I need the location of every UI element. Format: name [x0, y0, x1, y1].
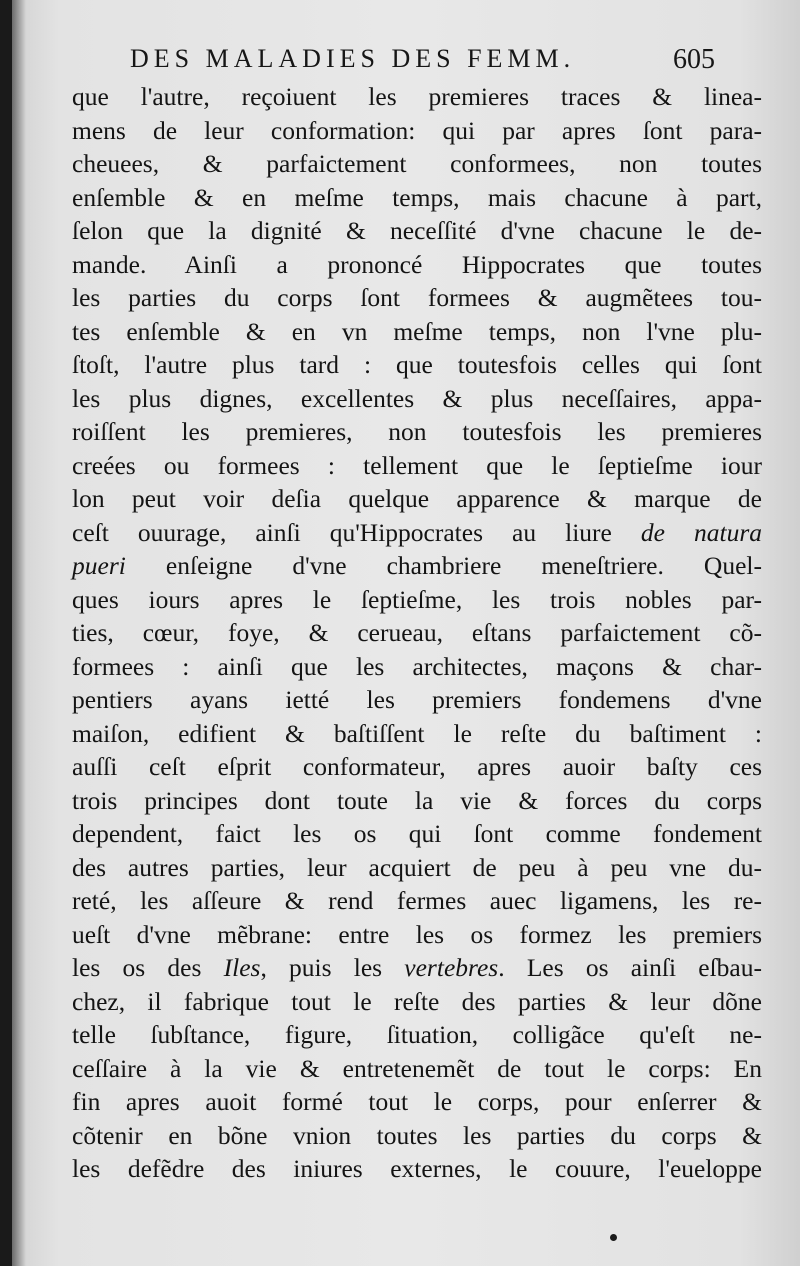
text-run: cheuees, & parfaictement conformees, non toutes: [72, 149, 762, 178]
text-run: ques iours apres le ſeptieſme, les trois nobles par-: [72, 584, 762, 614]
text-run: les parties du corps ſont formees & augmẽtees tou-: [72, 283, 762, 312]
text-line: [72, 415, 762, 449]
text-line: [72, 181, 762, 215]
text-run: auſſi ceſt eſprit conformateur, apres auoir baſty ces: [72, 752, 762, 781]
body-text: [72, 80, 762, 1186]
text-run: reté, les aſſeure & rend fermes auec ligamens, les re-: [72, 886, 762, 915]
page-number: 605: [673, 44, 715, 75]
text-line: [72, 315, 762, 349]
text-run: des autres parties, leur acquiert de peu à peu vne du-: [72, 852, 762, 882]
text-run: les defẽdre des iniures externes, le couure, l'eueloppe: [72, 1154, 762, 1183]
text-line: [72, 248, 762, 282]
text-line: [72, 147, 762, 181]
italic-term: de natura: [640, 517, 762, 547]
text-line: [72, 851, 762, 885]
text-run: mens de leur conformation: qui par apres ſont para-: [72, 115, 762, 145]
text-line: [72, 616, 762, 650]
text-line: [72, 817, 762, 851]
text-run: formees : ainſi que les architectes, maçons & char-: [72, 651, 762, 681]
text-line: [72, 214, 762, 248]
text-line: [72, 549, 762, 583]
text-line: [72, 516, 762, 550]
text-run: lon peut voir deſia quelque apparence & marque de: [72, 484, 762, 513]
text-run: creées ou formees : tellement que le ſeptieſme iour: [72, 450, 762, 480]
text-run: ceſſaire à la vie & entretenemẽt de tout le corps: En: [72, 1053, 762, 1083]
book-page: [12, 0, 800, 1266]
text-run: ceſt ouurage, ainſi qu'Hippocrates au liure: [72, 517, 641, 547]
text-line: [72, 1085, 762, 1119]
text-line: [72, 918, 762, 952]
text-line: [72, 985, 762, 1019]
text-run: roiſſent les premieres, non toutesfois les premieres: [72, 417, 762, 446]
text-line: [72, 482, 762, 516]
text-line: [72, 1152, 762, 1186]
text-line: [72, 114, 762, 148]
text-run: les plus dignes, excellentes & plus neceſſaires, appa-: [72, 383, 762, 413]
text-run: mande. Ainſi a prononcé Hippocrates que toutes: [72, 249, 762, 279]
text-line: [72, 1119, 762, 1153]
text-run: dependent, faict les os qui ſont comme fondement: [72, 819, 762, 848]
italic-term: Iles: [223, 953, 261, 982]
running-head: DES MALADIES DES FEMM.: [130, 44, 576, 73]
text-line: [72, 750, 762, 784]
text-line: [72, 717, 762, 751]
text-line: [72, 884, 762, 918]
text-run: ſtoſt, l'autre plus tard : que toutesfois celles qui ſont: [72, 350, 762, 379]
text-line: [72, 650, 762, 684]
text-line: [72, 784, 762, 818]
text-line: [72, 80, 762, 114]
printer-mark: [610, 1234, 617, 1241]
italic-term: vertebres: [404, 953, 499, 982]
text-line: [72, 281, 762, 315]
text-line: [72, 348, 762, 382]
text-run: pentiers ayans ietté les premiers fondemens d'vne: [72, 685, 762, 714]
text-line: [72, 382, 762, 416]
text-run: . Les os ainſi eſbau-: [498, 953, 762, 982]
text-run: les os des: [72, 953, 224, 982]
text-run: enſeigne d'vne chambriere meneſtriere. Quel-: [125, 551, 762, 580]
text-run: enſemble & en meſme temps, mais chacune à part,: [72, 182, 762, 212]
italic-term: pueri: [72, 551, 126, 580]
text-run: trois principes dont toute la vie & forces du corps: [72, 785, 762, 815]
text-run: fin apres auoit formé tout le corps, pour enſerrer &: [72, 1087, 762, 1116]
text-run: ueſt d'vne mẽbrane: entre les os formez les premiers: [72, 919, 762, 949]
text-line: [72, 449, 762, 483]
text-line: [72, 683, 762, 717]
text-run: chez, il fabrique tout le reſte des parties & leur dõne: [72, 986, 762, 1016]
text-line: [72, 1052, 762, 1086]
text-run: tes enſemble & en vn meſme temps, non l'vne plu-: [72, 316, 762, 346]
text-run: cõtenir en bõne vnion toutes les parties du corps &: [72, 1120, 762, 1150]
text-run: que l'autre, reçoiuent les premieres traces & linea-: [72, 82, 762, 111]
text-line: [72, 583, 762, 617]
text-run: telle ſubſtance, figure, ſituation, colligãce qu'eſt ne-: [72, 1020, 762, 1049]
text-line: [72, 1018, 762, 1052]
text-line: [72, 951, 762, 985]
gutter-shadow: [12, 0, 26, 1266]
text-run: , puis les: [260, 953, 405, 982]
text-run: ſelon que la dignité & neceſſité d'vne chacune le de-: [72, 216, 762, 245]
text-run: ties, cœur, foye, & cerueau, eſtans parfaictement cõ-: [72, 618, 762, 647]
text-run: maiſon, edifient & baſtiſſent le reſte du baſtiment :: [72, 718, 762, 748]
